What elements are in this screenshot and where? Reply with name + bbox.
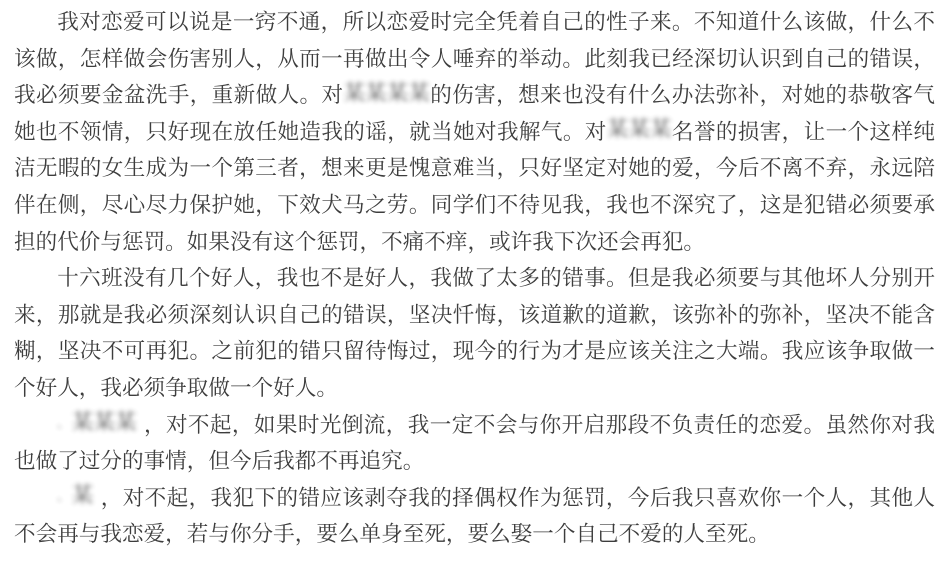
paragraph xyxy=(14,407,935,480)
paragraph-text: 我对恋爱可以说是一窍不通，所以恋爱时完全凭着自己的性子来。不知道什么该做，什么不该做，怎样做会伤害别人，从而一再做出令人唾弃的举动。此刻我已经深切认识到自己的错误，我必须要金盆洗手，重新做人。对 xyxy=(14,9,935,108)
redacted-glyphs: 某某某 xyxy=(71,409,137,434)
redacted-glyphs: 某某某某 xyxy=(343,80,430,105)
paragraph-text: 十六班没有几个好人，我也不是好人，我做了太多的错事。但是我必须要与其他坏人分别开来，那就是我必须深刻认识自己的错误，坚决忏悔，该道歉的道歉，该弥补的弥补，坚决不能含糊，坚决不可再犯。之前犯的错只留待悔过，现今的行为才是应该关注之大端。我应该争取做一个好人，我必须争取做一个好人。 xyxy=(14,265,935,400)
paragraph-text: ，对不起，如果时光倒流，我一定不会与你开启那段不负责任的恋爱。虽然你对我也做了过分的事情，但今后我都不再追究。 xyxy=(14,411,935,474)
redacted-name xyxy=(607,117,672,143)
redacted-glyphs: 某 xyxy=(71,483,94,508)
paragraph xyxy=(14,4,935,260)
paragraph-text: 的伤害，想来也没有什么办法弥补，对她的恭敬客气她也不领情，只好现在放任她造我的谣，就当她对我解气。对 xyxy=(14,82,935,144)
redacted-mark: 、 xyxy=(57,417,68,430)
redacted-name xyxy=(343,81,429,107)
redacted-mark: 、 xyxy=(57,490,68,503)
redacted-glyphs: 某某某 xyxy=(606,117,672,142)
redacted-name xyxy=(57,483,100,509)
paragraph xyxy=(14,480,935,553)
paragraph xyxy=(14,260,935,406)
redacted-name xyxy=(57,410,143,436)
paragraph-text: ，对不起，我犯下的错应该剥夺我的择偶权作为惩罚，今后我只喜欢你一个人，其他人不会再与我恋爱，若与你分手，要么单身至死，要么娶一个自己不爱的人至死。 xyxy=(14,484,935,547)
paragraph-text: 名誉的损害，让一个这样纯洁无暇的女生成为一个第三者，想来更是愧意难当，只好坚定对她的爱，今后不离不弃，永远陪伴在侧，尽心尽力保护她，下效犬马之劳。同学们不待见我，我也不深究了，这是犯错必须要承担的代价与惩罚。如果没有这个惩罚，不痛不痒，或许我下次还会再犯。 xyxy=(14,118,935,254)
